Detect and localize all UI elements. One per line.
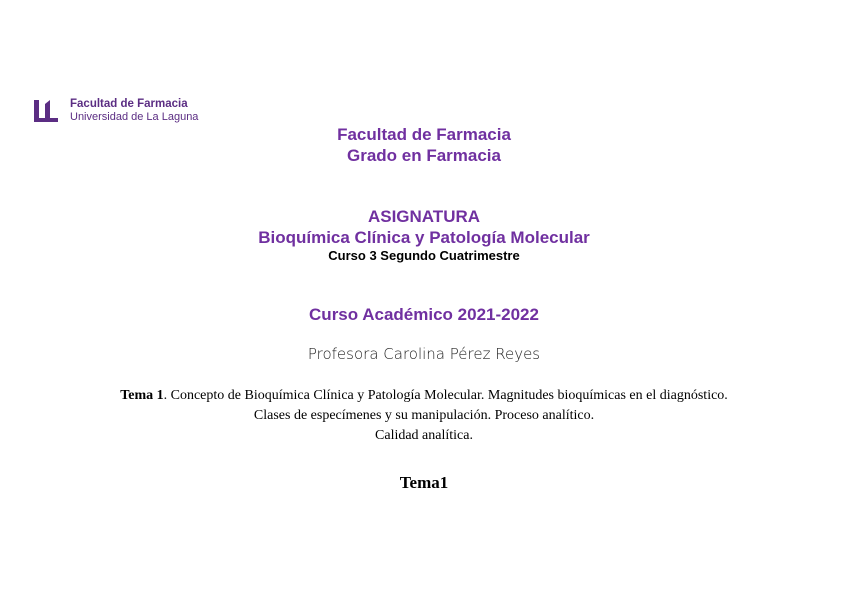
degree-title: Grado en Farmacia <box>346 146 501 165</box>
faculty-title: Facultad de Farmacia <box>337 125 511 144</box>
ull-logo-icon <box>32 98 64 124</box>
logo-name: Facultad de Farmacia <box>70 98 188 110</box>
professor-name: Profesora Carolina Pérez Reyes <box>307 345 541 363</box>
academic-year: Curso Académico 2021-2022 <box>309 305 539 324</box>
course-info: Curso 3 Segundo Cuatrimestre <box>328 248 520 263</box>
logo-subtitle: Universidad de La Laguna <box>70 111 199 123</box>
topic-line-1-text: . Concepto de Bioquímica Clínica y Patología Molecular. Magnitudes bioquímicas en el diagnóstico. <box>163 388 728 403</box>
footer-title: Tema1 <box>399 473 449 492</box>
topic-line-2: Clases de especímenes y su manipulación. Proceso analítico. <box>253 408 595 423</box>
subject-heading: ASIGNATURA <box>367 207 481 226</box>
topic-line-3: Calidad analítica. <box>375 428 473 443</box>
topic-label: Tema 1 <box>120 388 164 403</box>
subject-name: Bioquímica Clínica y Patología Molecular <box>258 228 590 247</box>
topic-line-1 <box>0 386 848 406</box>
university-logo <box>32 96 198 126</box>
topic-description <box>0 386 848 446</box>
